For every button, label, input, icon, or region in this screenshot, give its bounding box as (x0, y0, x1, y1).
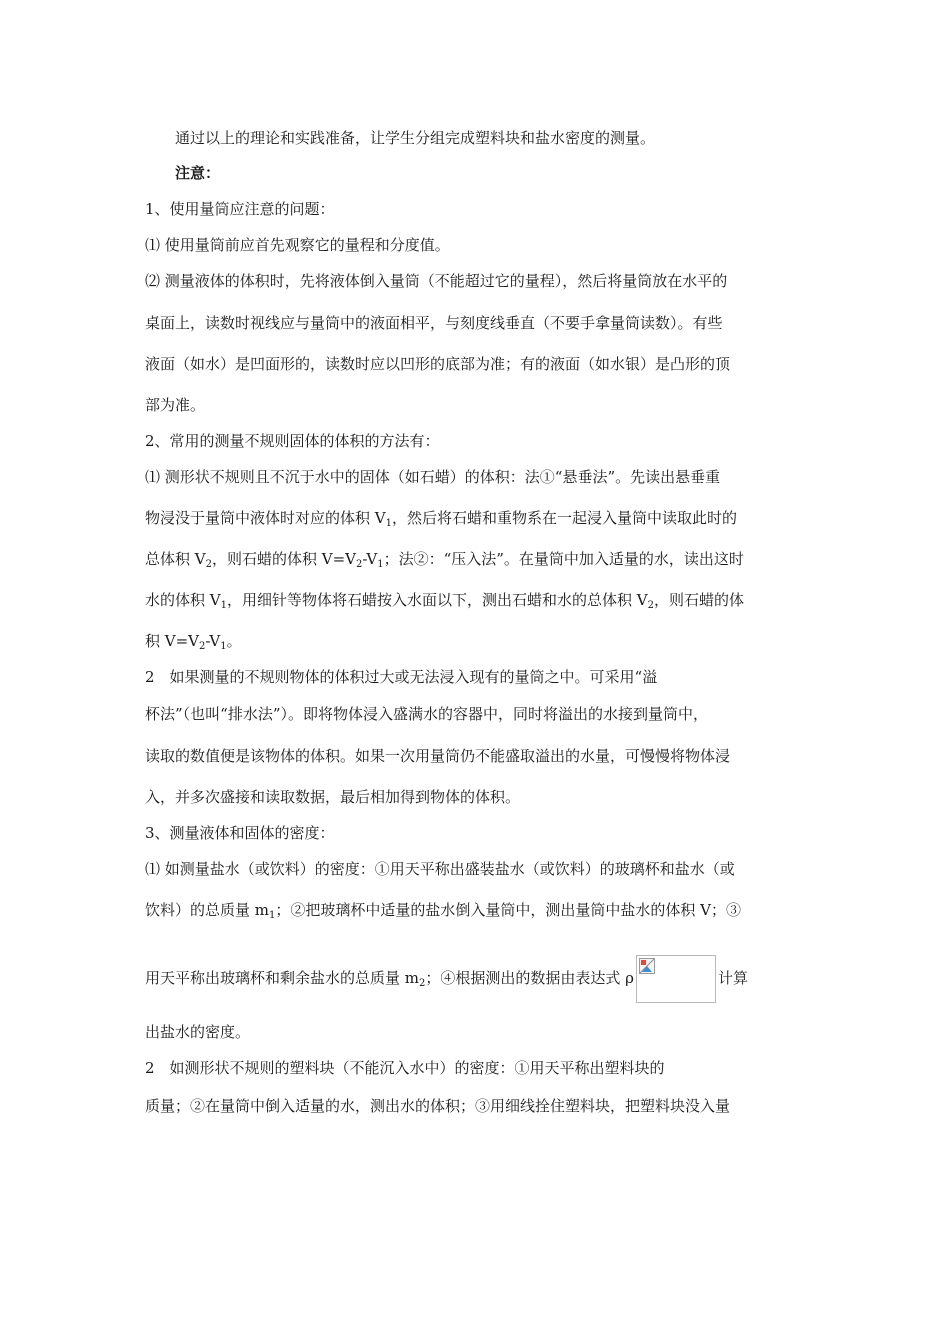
text-line: 2 如测形状不规则的塑料块（不能沉入水中）的密度：①用天平称出塑料块的 (145, 1059, 665, 1077)
text-line: 饮料）的总质量 $m_1$；②把玻璃杯中适量的盐水倒入量筒中，测出量筒中盐水的体积 V；③ (145, 901, 741, 921)
text-line: 读取的数值便是该物体的体积。如果一次用量筒仍不能盛取溢出的水量，可慢慢将物体浸 (145, 747, 731, 765)
text-line: 物浸没于量筒中液体时对应的体积 $V_1$，然后将石蜡和重物系在一起浸入量筒中读取此时的 (145, 509, 737, 529)
text-line: 部为准。 (145, 396, 206, 414)
text-line: 积 $V=V_2-V_1$。 (145, 632, 242, 652)
text-line: 出盐水的密度。 (145, 1023, 251, 1041)
note-heading: 注意： (175, 164, 221, 182)
section-heading-2: 2、常用的测量不规则固体的体积的方法有： (145, 432, 440, 450)
text-line: 入，并多次盛接和读取数据，最后相加得到物体的体积。 (145, 788, 521, 806)
section-heading-3: 3、测量液体和固体的密度： (145, 824, 335, 842)
text-line: 质量；②在量筒中倒入适量的水，测出水的体积；③用细线拴住塑料块，把塑料块没入量 (145, 1097, 731, 1115)
text-line: 杯法”（也叫“排水法”）。即将物体浸入盛满水的容器中，同时将溢出的水接到量筒中， (145, 705, 709, 723)
text-line: 总体积 $V_2$，则石蜡的体积 $V=V_2-V_1$；法②：“压入法”。在量筒中加入适量的水，读出这时 (145, 550, 744, 570)
text-line: 水的体积 $V_1$，用细针等物体将石蜡按入水面以下，测出石蜡和水的总体积 $V_2$，则石蜡的体 (145, 591, 744, 611)
formula-image (636, 955, 716, 1003)
text-line: 2 如果测量的不规则物体的体积过大或无法浸入现有的量筒之中。可采用“溢 (145, 668, 658, 686)
text-line: ⑵ 测量液体的体积时，先将液体倒入量筒（不能超过它的量程），然后将量筒放在水平的 (145, 272, 728, 290)
section-heading-1: 1、使用量筒应注意的问题： (145, 200, 335, 218)
text-line: 液面（如水）是凹面形的，读数时应以凹形的底部为准；有的液面（如水银）是凸形的顶 (145, 355, 731, 373)
text-line: 用天平称出玻璃杯和剩余盐水的总质量 $m_2$；④根据测出的数据由表达式 ρ 计算 (145, 954, 748, 1003)
text-line: ⑴ 如测量盐水（或饮料）的密度：①用天平称出盛装盐水（或饮料）的玻璃杯和盐水（或 (145, 860, 735, 878)
text-line: ⑴ 测形状不规则且不沉于水中的固体（如石蜡）的体积：法①“悬垂法”。先读出悬垂重 (145, 468, 721, 486)
broken-image-icon (639, 958, 655, 974)
text-line: ⑴ 使用量筒前应首先观察它的量程和分度值。 (145, 236, 450, 254)
intro-paragraph: 通过以上的理论和实践准备，让学生分组完成塑料块和盐水密度的测量。 (175, 129, 656, 147)
text-line: 桌面上，读数时视线应与量筒中的液面相平，与刻度线垂直（不要手拿量筒读数）。有些 (145, 314, 723, 332)
